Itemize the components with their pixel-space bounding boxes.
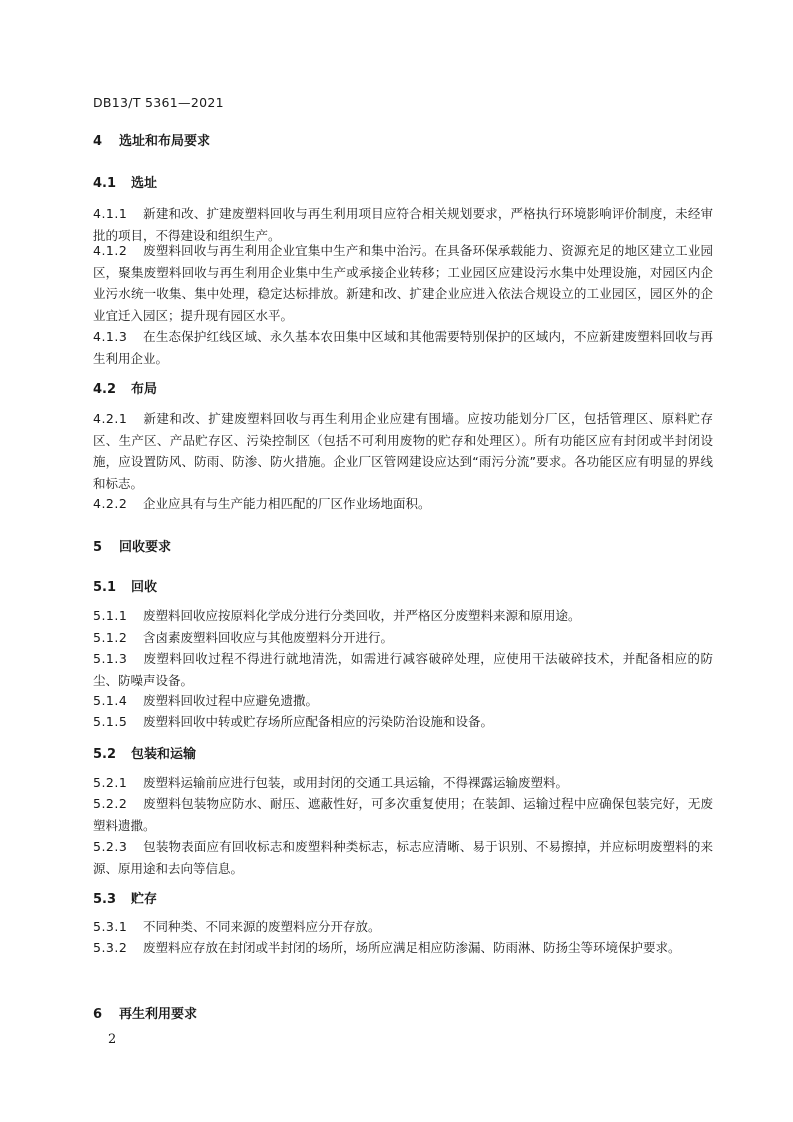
section-4-heading xyxy=(93,130,210,149)
clause-text: 废塑料回收过程不得进行就地清洗，如需进行减容破碎处理，应使用干法破碎技术，并配备相应的防尘、防噪声设备。 xyxy=(93,651,713,688)
clause-text: 废塑料包装物应防水、耐压、遮蔽性好，可多次重复使用；在装卸、运输过程中应确保包装完好，无废塑料遗撒。 xyxy=(93,796,713,833)
clause-number: 5.1.4 xyxy=(93,693,128,708)
clause-text: 废塑料回收过程中应避免遗撒。 xyxy=(143,693,319,708)
clause-5-2-3 xyxy=(93,836,713,879)
section-number: 5 xyxy=(93,540,103,555)
clause-text: 废塑料回收中转或贮存场所应配备相应的污染防治设施和设备。 xyxy=(143,714,494,729)
clause-5-1-2 xyxy=(93,627,713,649)
section-5-3-heading xyxy=(93,888,157,907)
clause-5-2-2 xyxy=(93,793,713,836)
clause-5-1-3 xyxy=(93,648,713,691)
clause-number: 5.1.3 xyxy=(93,651,128,666)
clause-number: 4.2.2 xyxy=(93,496,128,511)
section-title: 回收要求 xyxy=(119,540,172,555)
clause-number: 5.2.2 xyxy=(93,796,128,811)
section-title: 包装和运输 xyxy=(131,747,197,762)
clause-5-1-5 xyxy=(93,711,713,733)
clause-number: 5.3.1 xyxy=(93,919,128,934)
section-title: 选址 xyxy=(131,176,158,191)
clause-number: 4.1.1 xyxy=(93,206,128,221)
clause-4-2-1 xyxy=(93,408,713,494)
clause-text: 废塑料回收与再生利用企业宜集中生产和集中治污。在具备环保承载能力、资源充足的地区建立工业园区，聚集废塑料回收与再生利用企业集中生产或承接企业转移；工业园区应建设污水集中处理设施，对园区内企业污水统一收集、集中处理，稳定达标排放。新建和改、扩建企业应进入依法合规设立的工业园区，园区外的企业宜迁入园区；提升现有园区水平。 xyxy=(93,243,713,323)
clause-number: 5.1.2 xyxy=(93,630,128,645)
section-title: 回收 xyxy=(131,580,158,595)
clause-text: 新建和改、扩建废塑料回收与再生利用项目应符合相关规划要求，严格执行环境影响评价制度，未经审批的项目，不得建设和组织生产。 xyxy=(93,206,713,243)
section-number: 4 xyxy=(93,134,103,149)
clause-5-3-1 xyxy=(93,916,713,938)
clause-text: 含卤素废塑料回收应与其他废塑料分开进行。 xyxy=(143,630,394,645)
section-5-heading xyxy=(93,536,171,555)
clause-4-1-2 xyxy=(93,240,713,326)
section-5-1-heading xyxy=(93,576,157,595)
clause-number: 4.2.1 xyxy=(93,411,128,426)
section-title: 再生利用要求 xyxy=(119,1007,198,1022)
section-number: 5.1 xyxy=(93,580,117,595)
clause-text: 在生态保护红线区域、永久基本农田集中区域和其他需要特别保护的区域内，不应新建废塑料回收与再生利用企业。 xyxy=(93,329,713,366)
clause-number: 5.1.1 xyxy=(93,608,128,623)
clause-4-2-2 xyxy=(93,493,713,515)
clause-number: 5.2.3 xyxy=(93,839,128,854)
section-title: 布局 xyxy=(131,382,158,397)
clause-5-1-4 xyxy=(93,690,713,712)
clause-number: 5.3.2 xyxy=(93,940,128,955)
section-number: 5.2 xyxy=(93,747,117,762)
section-5-2-heading xyxy=(93,743,196,762)
clause-text: 不同种类、不同来源的废塑料应分开存放。 xyxy=(143,919,381,934)
section-title: 选址和布局要求 xyxy=(119,134,211,149)
clause-5-1-1 xyxy=(93,605,713,627)
clause-5-2-1 xyxy=(93,772,713,794)
document-id-header: DB13/T 5361—2021 xyxy=(93,95,224,110)
section-6-heading xyxy=(93,1003,197,1022)
clause-number: 5.2.1 xyxy=(93,775,128,790)
section-4-1-heading xyxy=(93,172,157,191)
section-number: 6 xyxy=(93,1007,103,1022)
clause-number: 4.1.3 xyxy=(93,329,128,344)
clause-text: 包装物表面应有回收标志和废塑料种类标志，标志应清晰、易于识别、不易擦掉，并应标明废塑料的来源、原用途和去向等信息。 xyxy=(93,839,713,876)
clause-text: 企业应具有与生产能力相匹配的厂区作业场地面积。 xyxy=(143,496,431,511)
section-number: 4.1 xyxy=(93,176,117,191)
section-title: 贮存 xyxy=(131,892,158,907)
page-number: 2 xyxy=(108,1032,117,1047)
section-4-2-heading xyxy=(93,378,157,397)
clause-4-1-3 xyxy=(93,326,713,369)
clause-number: 5.1.5 xyxy=(93,714,128,729)
section-number: 4.2 xyxy=(93,382,117,397)
clause-text: 废塑料回收应按原料化学成分进行分类回收，并严格区分废塑料来源和原用途。 xyxy=(143,608,581,623)
clause-5-3-2 xyxy=(93,937,713,959)
clause-text: 新建和改、扩建废塑料回收与再生利用企业应建有围墙。应按功能划分厂区，包括管理区、原料贮存区、生产区、产品贮存区、污染控制区（包括不可利用废物的贮存和处理区）。所有功能区应有封闭或半封闭设施，应设置防风、防雨、防渗、防火措施。企业厂区管网建设应达到“雨污分流”要求。各功能区应有明显的界线和标志。 xyxy=(93,411,713,491)
clause-number: 4.1.2 xyxy=(93,243,128,258)
clause-text: 废塑料运输前应进行包装，或用封闭的交通工具运输，不得裸露运输废塑料。 xyxy=(143,775,569,790)
section-number: 5.3 xyxy=(93,892,117,907)
clause-text: 废塑料应存放在封闭或半封闭的场所，场所应满足相应防渗漏、防雨淋、防扬尘等环境保护要求。 xyxy=(143,940,681,955)
